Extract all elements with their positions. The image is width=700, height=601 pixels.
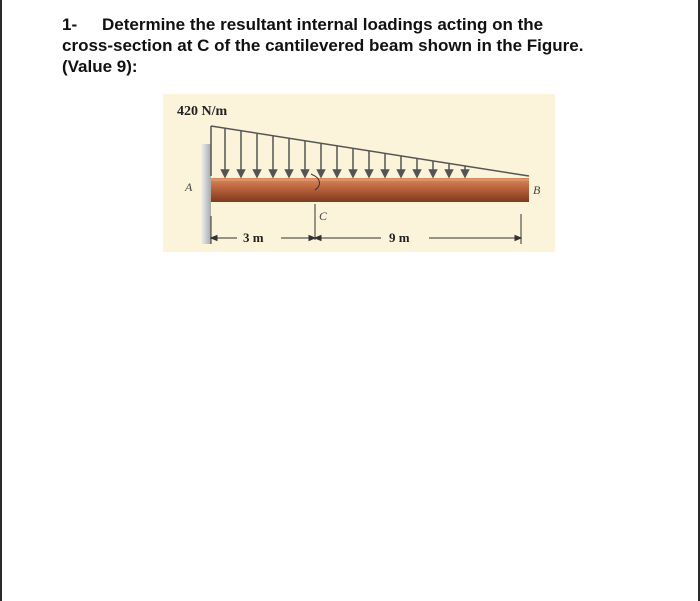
cantilever-beam	[211, 178, 529, 202]
question-line-2: cross-section at C of the cantilevered beam shown in the Figure.	[62, 36, 584, 55]
question-text	[62, 14, 682, 77]
beam-figure	[163, 94, 555, 252]
load-envelope-line	[211, 126, 529, 176]
question-line-1-text: Determine the resultant internal loadings acting on the	[102, 15, 544, 34]
question-line-1	[62, 14, 682, 35]
fixed-support-wall	[201, 144, 211, 244]
point-c-label: C	[319, 209, 328, 223]
dimension-right-label: 9 m	[389, 230, 410, 245]
question-number: 1-	[62, 15, 78, 34]
dimension-left-label: 3 m	[243, 230, 264, 245]
left-border	[0, 0, 2, 601]
point-b-label: B	[533, 183, 541, 197]
question-line-3: (Value 9):	[62, 57, 138, 76]
beam-diagram	[163, 94, 555, 252]
load-intensity-label: 420 N/m	[177, 104, 228, 119]
point-a-label: A	[185, 180, 193, 194]
load-arrows	[222, 128, 469, 177]
distributed-load	[211, 126, 529, 177]
